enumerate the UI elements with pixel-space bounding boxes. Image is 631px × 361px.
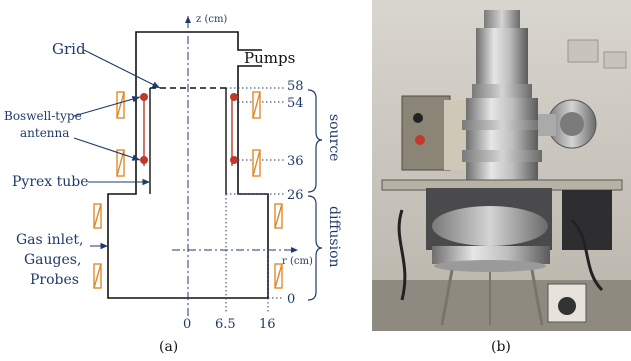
coil: [94, 204, 101, 228]
z-tick-label: 0: [287, 292, 296, 307]
z-axis: [188, 14, 227, 316]
antenna-point: [140, 156, 148, 164]
z-axis-label: z (cm): [196, 14, 228, 25]
antenna-point: [230, 156, 238, 164]
r-tick-label: 6.5: [215, 317, 236, 332]
coil: [253, 150, 260, 176]
caption-b: (b): [491, 339, 511, 355]
coil: [94, 264, 101, 288]
z-tick-label: 26: [287, 188, 304, 203]
r-tick-label: 16: [259, 317, 276, 332]
z-tick-label: 58: [287, 79, 304, 94]
r-tick-labels: [183, 317, 276, 332]
diffusion-brace: [308, 196, 322, 300]
antenna-point: [140, 93, 148, 101]
antenna-label-line2: antenna: [20, 126, 70, 140]
z-tick-label: 36: [287, 154, 304, 169]
coil: [275, 264, 282, 288]
gauges-label: Gauges,: [24, 252, 82, 268]
z-tick-labels: [287, 79, 304, 307]
r-tick-label: 0: [183, 317, 192, 332]
gas-inlet-label: Gas inlet,: [16, 232, 84, 248]
antenna: [140, 93, 238, 166]
antenna-label-line1: Boswell-type: [4, 109, 82, 123]
coil: [275, 204, 282, 228]
antenna-point: [230, 93, 238, 101]
schematic-diagram: [4, 14, 342, 332]
source-region-label: source: [326, 114, 342, 162]
probes-label: Probes: [30, 272, 79, 288]
region-braces: [308, 90, 322, 300]
coil: [253, 92, 260, 118]
coil: [117, 92, 124, 118]
pyrex-tube-label: Pyrex tube: [12, 174, 89, 190]
source-brace: [308, 90, 322, 192]
grid-label: Grid: [52, 40, 86, 58]
z-tick-label: 54: [287, 96, 304, 111]
apparatus-photo: [372, 0, 631, 331]
r-axis-label: r (cm): [282, 256, 313, 267]
r-axis: [172, 250, 313, 267]
pumps-label: Pumps: [244, 49, 296, 67]
diffusion-region-label: diffusion: [326, 206, 342, 268]
caption-a: (a): [159, 339, 179, 355]
